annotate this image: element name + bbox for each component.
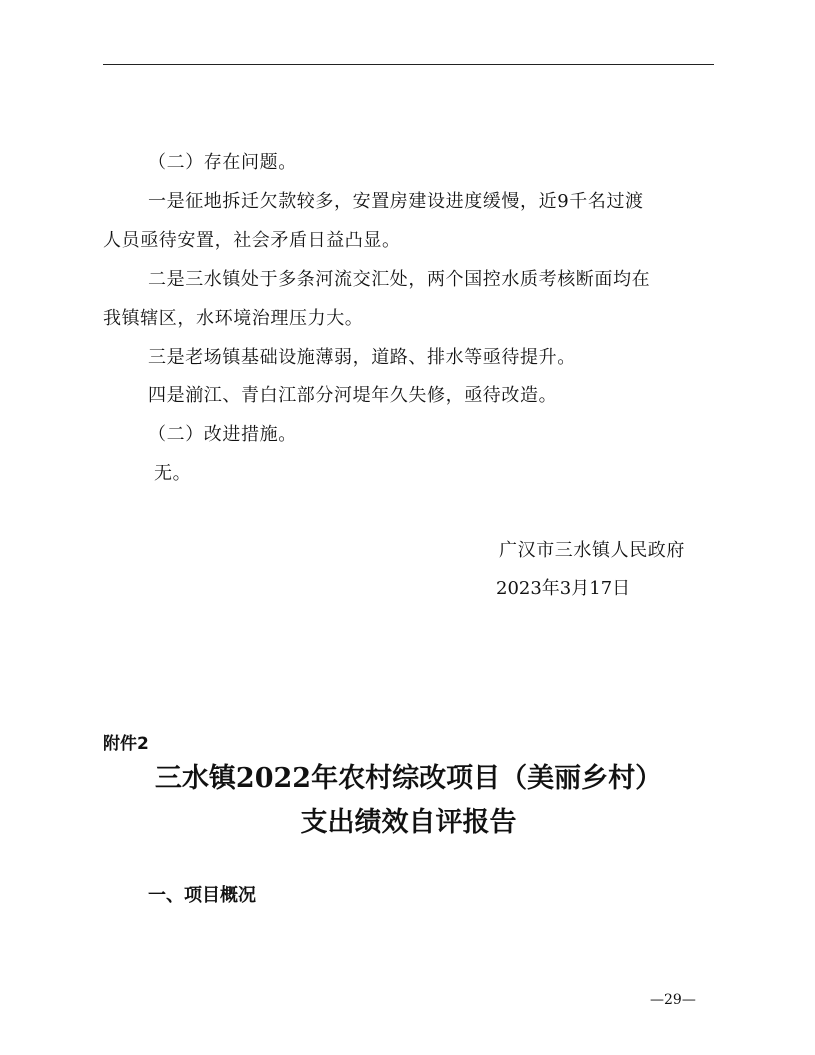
report-title-line1: 三水镇2022年农村综改项目（美丽乡村） [154, 763, 663, 794]
paragraph-line: 我镇辖区，水环境治理压力大。 [103, 308, 364, 329]
header-rule [103, 64, 714, 65]
signature-organization: 广汉市三水镇人民政府 [499, 540, 685, 561]
paragraph-line: 四是湔江、青白江部分河堤年久失修，亟待改造。 [148, 385, 558, 406]
paragraph-line: 三是老场镇基础设施薄弱，道路、排水等亟待提升。 [148, 347, 576, 368]
paragraph-line: 无。 [154, 463, 192, 484]
paragraph-line: 人员亟待安置，社会矛盾日益凸显。 [103, 230, 401, 251]
section-heading: 一、项目概况 [148, 885, 256, 906]
attachment-label: 附件2 [103, 734, 149, 754]
report-title-line2: 支出绩效自评报告 [300, 807, 517, 838]
subheading-measures: （二）改进措施。 [148, 424, 297, 445]
subheading-problems: （二）存在问题。 [148, 152, 297, 173]
paragraph-line: 二是三水镇处于多条河流交汇处，两个国控水质考核断面均在 [148, 269, 651, 290]
signature-date: 2023年3月17日 [496, 578, 631, 599]
paragraph-line: 一是征地拆迁欠款较多，安置房建设进度缓慢，近9千名过渡 [148, 191, 644, 212]
page-number: —29— [650, 992, 696, 1008]
